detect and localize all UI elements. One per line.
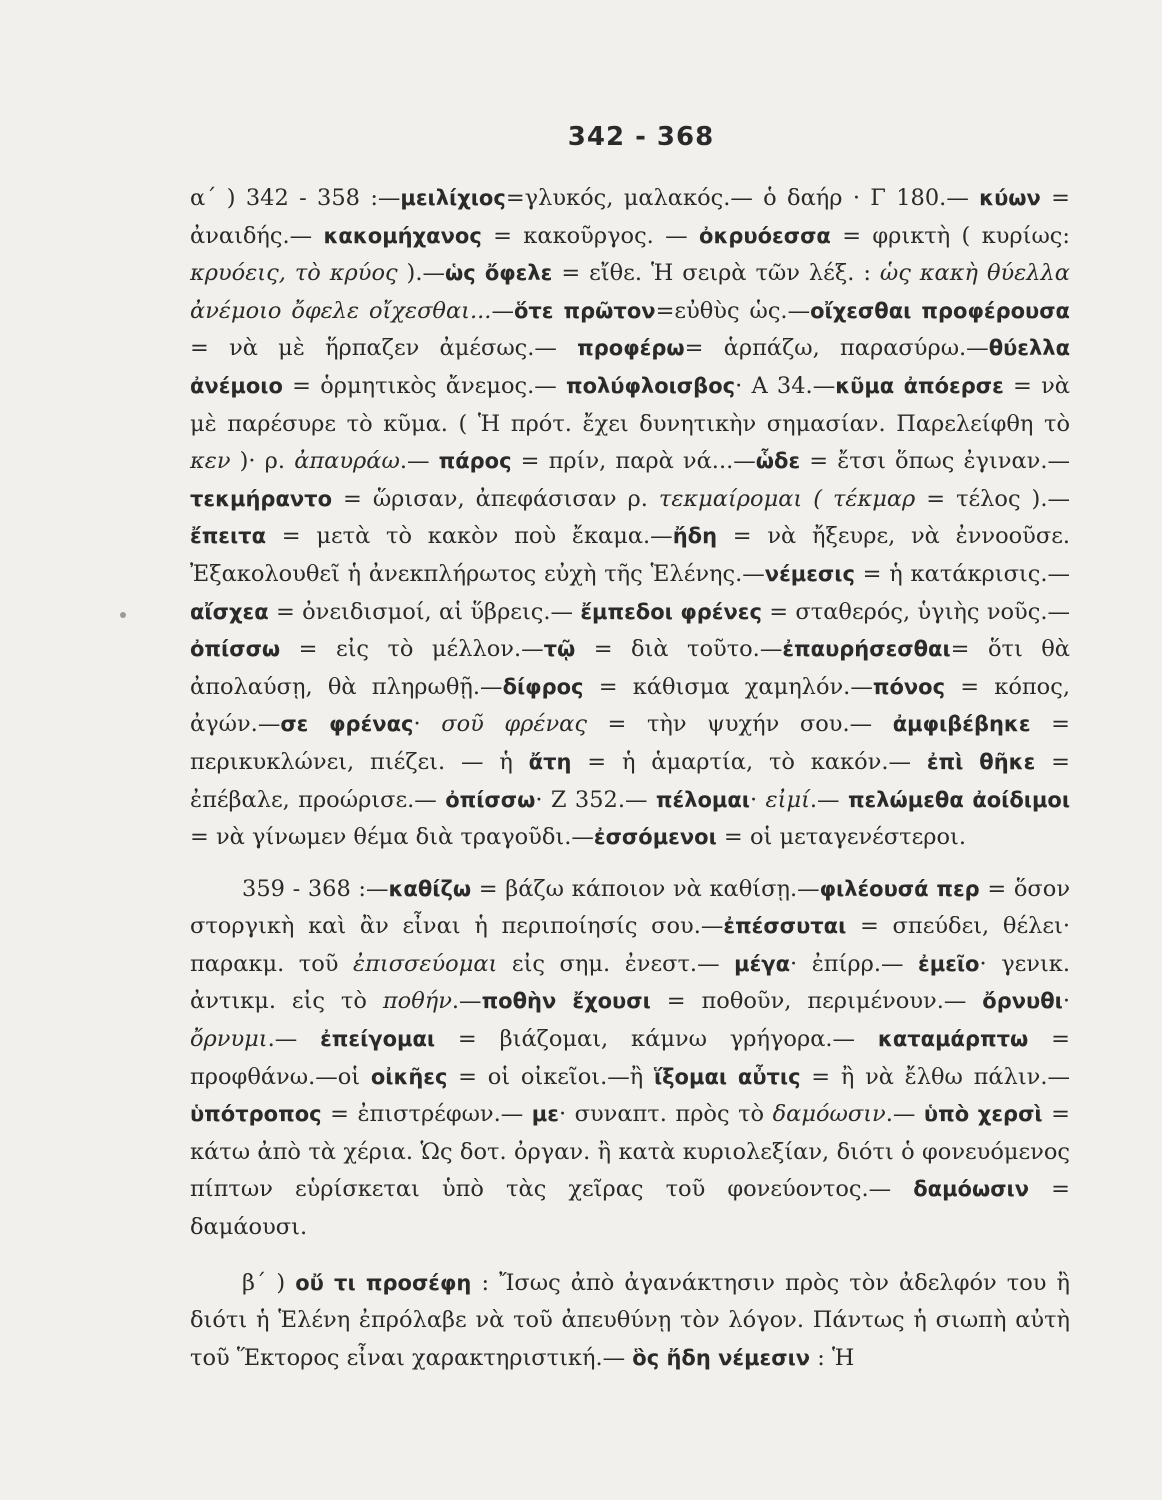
gloss-text: α΄ ) 342 - 358 :— bbox=[190, 185, 401, 211]
lemma-term: δίφρος bbox=[502, 674, 584, 699]
gloss-text: .— bbox=[399, 448, 439, 475]
lemma-term: μειλίχιος bbox=[400, 186, 506, 210]
lemma-term: σε φρένας bbox=[280, 712, 414, 737]
gloss-text: = βάζω κάποιον νὰ καθίσῃ.— bbox=[471, 875, 820, 902]
lemma-term: δαμόωσιν bbox=[913, 1177, 1030, 1202]
gloss-text: = ὅσον στοργικὴ καὶ ἂν εἶναι ἡ περιποίησίς σου.— bbox=[190, 875, 1070, 940]
lemma-term: κακομήχανος bbox=[323, 223, 482, 248]
lemma-term: ἐπέσσυται bbox=[723, 914, 847, 939]
lemma-term: πόνος bbox=[872, 674, 946, 699]
lemma-term: ἤδη bbox=[672, 524, 718, 549]
gloss-text: ).— bbox=[397, 260, 445, 287]
lemma-term: ἵξομαι αὖτις bbox=[653, 1064, 801, 1089]
lemma-term: ὑπὸ χερσὶ bbox=[923, 1102, 1043, 1127]
gloss-text: )· ρ. bbox=[230, 448, 295, 475]
gloss-text: · bbox=[750, 786, 766, 813]
gloss-text: = μετὰ τὸ κακὸν ποὺ ἔκαμα.— bbox=[266, 523, 673, 550]
gloss-text: = ἡ κατάκρισις.— bbox=[854, 560, 1071, 587]
gloss-text: · Ζ 352.— bbox=[535, 786, 656, 813]
lemma-term: οἰκῆες bbox=[370, 1064, 448, 1089]
italic-form: κρυόεις, τὸ κρύος bbox=[190, 260, 398, 287]
lemma-term: ποθὴν ἔχουσι bbox=[481, 989, 651, 1014]
gloss-text: = κόπος, ἀγών.— bbox=[190, 673, 1070, 738]
italic-form: ποθήν bbox=[382, 988, 452, 1015]
gloss-text: = περικυκλώνει, πιέζει. — ἡ bbox=[190, 711, 1070, 775]
lemma-term: θύελλα ἀνέμοιο bbox=[190, 336, 1070, 398]
gloss-text: = ἐπιστρέφων.— bbox=[321, 1101, 532, 1128]
gloss-text: =εὐθὺς ὡς.— bbox=[655, 297, 811, 324]
gloss-text: · ἐπίρρ.— bbox=[790, 950, 919, 977]
gloss-text: = ἀναιδής.— bbox=[190, 185, 1071, 249]
gloss-text: = φρικτὴ ( κυρίως: bbox=[830, 222, 1070, 249]
lemma-term: καθίζω bbox=[388, 876, 472, 901]
gloss-text: = νὰ μὲ ἥρπαζεν ἀμέσως.— bbox=[190, 335, 578, 362]
gloss-text: = νὰ μὲ παρέσυρε τὸ κῦμα. ( Ἡ πρότ. ἔχει δυνητικὴν σημασίαν. Παρελείφθη τὸ bbox=[190, 372, 1070, 437]
gloss-text: = κάτω ἀπὸ τὰ χέρια. Ὡς δοτ. ὀργαν. ἢ κατὰ κυριολεξίαν, διότι ὁ φονευόμενος πίπτων εὑρίσκεται ὑπὸ τὰς χεῖρας τοῦ φονεύοντος.— bbox=[190, 1101, 1070, 1203]
gloss-text: = ἢ νὰ ἔλθω πάλιν.— bbox=[800, 1063, 1070, 1090]
lemma-term: κύων bbox=[979, 186, 1041, 210]
lemma-term: τεκμήραντο bbox=[190, 486, 333, 511]
lemma-term: πέλομαι bbox=[655, 787, 750, 812]
gloss-text: = εἴθε. Ἡ σειρὰ τῶν λέξ. : bbox=[552, 260, 880, 287]
gloss-text: .— bbox=[885, 1101, 924, 1128]
lemma-term: ὀπίσσω bbox=[190, 637, 281, 662]
gloss-text: = πρίν, παρὰ νά...— bbox=[511, 448, 756, 475]
lemma-term: ἔμπεδοι φρένες bbox=[580, 599, 762, 624]
lemma-term: ὑπότροπος bbox=[190, 1102, 322, 1127]
gloss-text: = ἁρπάζω, παρασύρω.— bbox=[684, 335, 989, 362]
lemma-term: ὅτε πρῶτον bbox=[513, 298, 656, 323]
gloss-text: β΄ ) bbox=[242, 1269, 296, 1296]
gloss-text: = ἡ ἁμαρτία, τὸ κακόν.— bbox=[571, 748, 927, 775]
lemma-term: αἴσχεα bbox=[190, 599, 269, 624]
gloss-text: = σταθερός, ὑγιὴς νοῦς.— bbox=[761, 598, 1070, 625]
lemma-term: ἔπειτα bbox=[190, 524, 267, 549]
lemma-term: ἄτη bbox=[528, 749, 572, 774]
gloss-text: = κακοῦργος. — bbox=[481, 222, 700, 249]
gloss-text: = ὁρμητικὸς ἄνεμος.— bbox=[282, 372, 566, 399]
gloss-text: = ὅτι θὰ ἀπολαύσῃ, θὰ πληρωθῇ.— bbox=[190, 636, 1070, 700]
gloss-text: = βιάζομαι, κάμνω γρήγορα.— bbox=[435, 1026, 878, 1053]
gloss-text: = προφθάνω.—οἱ bbox=[190, 1026, 1070, 1090]
lemma-term: πελώμεθα ἀοίδιμοι bbox=[847, 787, 1071, 812]
gloss-text: = κάθισμα χαμηλόν.— bbox=[583, 673, 873, 700]
lemma-term: τῷ bbox=[543, 637, 576, 662]
gloss-text: — bbox=[491, 297, 514, 324]
gloss-text: = ἔτσι ὅπως ἐγιναν.— bbox=[800, 448, 1070, 475]
gloss-text: .— bbox=[267, 1026, 321, 1053]
gloss-text: = εἰς τὸ μέλλον.— bbox=[280, 636, 544, 663]
gloss-text: = οἱ μεταγενέστεροι. bbox=[716, 824, 967, 851]
lemma-term: ὃς ἤδη νέμεσιν bbox=[632, 1345, 811, 1370]
lemma-term: ὧδε bbox=[755, 449, 801, 474]
gloss-text: = οἱ οἰκεῖοι.—ἢ bbox=[447, 1063, 654, 1090]
gloss-text: · συναπτ. πρὸς τὸ bbox=[558, 1101, 773, 1128]
lemma-term: πάρος bbox=[438, 449, 512, 474]
gloss-text: = ὥρισαν, ἀπεφάσισαν ρ. bbox=[332, 485, 659, 512]
italic-form: δαμόωσιν bbox=[772, 1101, 886, 1128]
italic-form: ἐπισσεύομαι bbox=[353, 950, 498, 977]
lemma-term: προφέρω bbox=[577, 336, 685, 361]
italic-form: κεν bbox=[190, 448, 231, 475]
margin-mark bbox=[120, 612, 126, 618]
gloss-text: : Ἡ bbox=[810, 1344, 855, 1371]
gloss-text: = σπεύδει, θέλει· παρακμ. τοῦ bbox=[190, 913, 1070, 977]
lemma-term: μέγα bbox=[734, 951, 790, 976]
lemma-term: ἐπὶ θῆκε bbox=[926, 749, 1036, 774]
lemma-term: ἀμφιβέβηκε bbox=[892, 712, 1031, 737]
lemma-term: ἐσσόμενοι bbox=[593, 825, 717, 850]
lemma-term: πολύφλοισβος bbox=[565, 373, 736, 398]
lemma-term: καταμάρπτω bbox=[877, 1027, 1029, 1052]
lemma-term: ἐπείγομαι bbox=[320, 1027, 436, 1052]
italic-form: σοῦ φρένας bbox=[441, 711, 587, 738]
lemma-term: οἴχεσθαι προφέρουσα bbox=[810, 298, 1070, 323]
paragraph-359-368 bbox=[190, 871, 1070, 1247]
lemma-term: ὄρνυθι bbox=[982, 989, 1063, 1014]
gloss-text: = τὴν ψυχήν σου.— bbox=[586, 711, 893, 738]
italic-form: τεκμαίρομαι ( τέκμαρ bbox=[658, 485, 916, 512]
gloss-text: = διὰ τοῦτο.— bbox=[575, 636, 783, 663]
italic-form: ὡς κακὴ θύελλα ἀνέμοιο ὄφελε οἴχεσθαι... bbox=[190, 260, 1070, 324]
lemma-term: με bbox=[531, 1102, 559, 1127]
gloss-text: εἰς σημ. ἐνεστ.— bbox=[497, 950, 735, 977]
gloss-text: = νὰ ἤξευρε, νὰ ἐννοοῦσε. Ἐξακολουθεῖ ἡ ἀνεκπλήρωτος εὐχὴ τῆς Ἑλένης.— bbox=[190, 523, 1071, 587]
gloss-text: = νὰ γίνωμεν θέμα διὰ τραγοῦδι.— bbox=[190, 824, 594, 851]
lemma-term: φιλέουσά περ bbox=[819, 876, 980, 901]
lemma-term: ὀπίσσω bbox=[445, 787, 536, 812]
gloss-text: · Α 34.— bbox=[735, 372, 836, 399]
paragraph-beta bbox=[190, 1265, 1070, 1378]
page-header: 342 - 368 bbox=[567, 122, 715, 152]
italic-form: ἀπαυράω bbox=[294, 448, 400, 475]
gloss-text: = δαμάουσι. bbox=[190, 1176, 1070, 1241]
lemma-term: ἐπαυρήσεσθαι bbox=[782, 637, 951, 662]
gloss-text: = τέλος ).— bbox=[915, 485, 1070, 512]
lemma-term: ὡς ὄφελε bbox=[445, 261, 553, 286]
lemma-term: ἐμεῖο bbox=[918, 951, 980, 976]
gloss-text: .— bbox=[451, 988, 482, 1015]
gloss-text: = ποθοῦν, περιμένουν.— bbox=[650, 988, 983, 1015]
lemma-term: οὔ τι προσέφη bbox=[295, 1270, 472, 1295]
gloss-text: = ἐπέβαλε, προώρισε.— bbox=[190, 748, 1070, 813]
lemma-term: ὀκρυόεσσα bbox=[699, 223, 831, 248]
gloss-text: · bbox=[1062, 988, 1071, 1015]
italic-form: εἰμί bbox=[765, 786, 810, 813]
gloss-text: · bbox=[413, 711, 442, 738]
gloss-text: · γενικ. ἀντικμ. εἰς τὸ bbox=[190, 950, 1071, 1015]
gloss-text: .— bbox=[809, 786, 848, 813]
lemma-term: νέμεσις bbox=[764, 561, 855, 586]
italic-form: ὄρνυμι bbox=[190, 1026, 268, 1053]
gloss-text: =γλυκός, μαλακός.— ὁ δαήρ · Γ 180.— bbox=[505, 185, 980, 211]
commentary-body bbox=[190, 180, 1070, 1377]
paragraph-342-358 bbox=[190, 180, 1070, 857]
gloss-text: 359 - 368 :— bbox=[242, 875, 389, 902]
gloss-text: = ὀνειδισμοί, αἱ ὕβρεις.— bbox=[268, 598, 581, 625]
gloss-text: : Ἴσως ἀπὸ ἀγανάκτησιν πρὸς τὸν ἀδελφόν του ἢ διότι ἡ Ἑλένη ἐπρόλαβε νὰ τοῦ ἀπευθύνῃ τὸν λόγον. Πάντως ἡ σιωπὴ αὐτὴ τοῦ Ἕκτορος εἶναι χαρακτηριστική.— bbox=[190, 1269, 1070, 1371]
lemma-term: κῦμα ἀπόερσε bbox=[835, 373, 1004, 398]
